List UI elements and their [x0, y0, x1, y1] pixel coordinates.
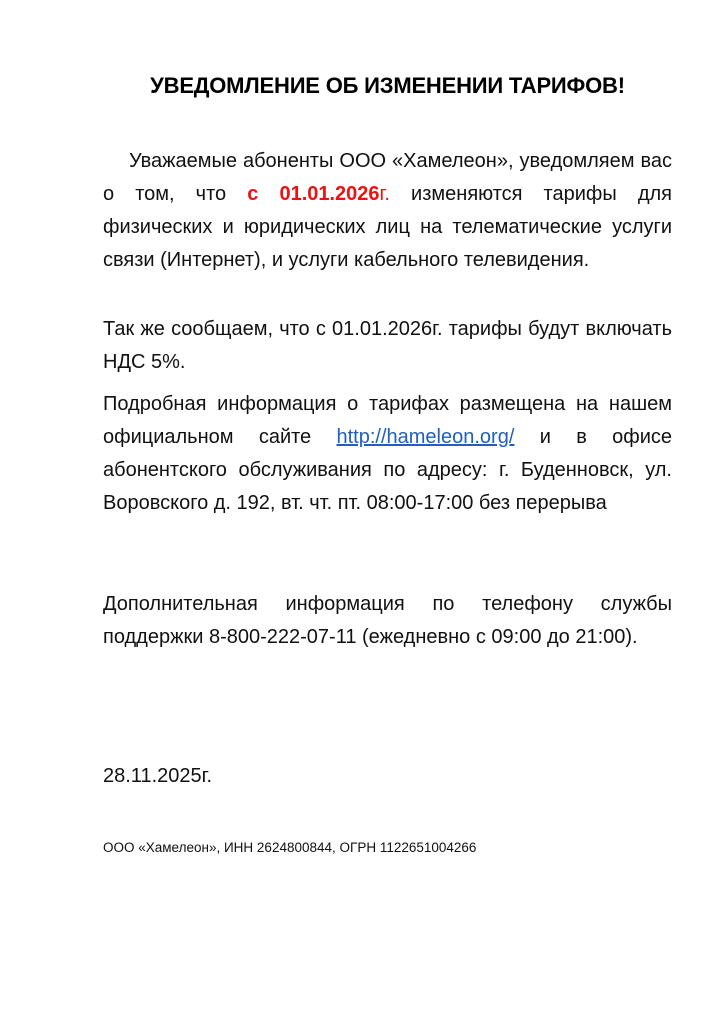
document-date: 28.11.2025г.: [103, 765, 213, 787]
paragraph-vat: Так же сообщаем, что с 01.01.2026г. тарифы будут включать НДС 5%.: [103, 318, 672, 373]
paragraph-tariff-change-rest: изменяются тарифы для физических и юридических лиц на телематические услуги связи (Интернет), и услуги кабельного телевидения.: [103, 183, 672, 271]
website-link[interactable]: http://hameleon.org/: [336, 426, 515, 448]
paragraph-details-address: и в офисе абонентского обслуживания по адресу: г. Буденновск, ул. Воровского д. 192, вт. чт. пт. 08:00-17:00 без перерыва: [103, 426, 672, 514]
paragraph-details: [103, 388, 672, 520]
page-title: УВЕДОМЛЕНИЕ ОБ ИЗМЕНЕНИИ ТАРИФОВ!: [150, 73, 625, 98]
paragraph-tariff-change-intro: Уважаемые абоненты ООО «Хамелеон», уведомляем вас о том, что: [103, 150, 672, 205]
paragraph-details-intro: Подробная информация о тарифах размещена на нашем официальном сайте: [103, 393, 672, 448]
effective-date-highlight: с 01.01.2026: [247, 183, 380, 205]
paragraph-support-phone: Дополнительная информация по телефону службы поддержки 8-800-222-07-11 (ежедневно с 09:00 до 21:00).: [103, 593, 672, 648]
paragraph-tariff-change: [103, 145, 672, 277]
company-requisites: ООО «Хамелеон», ИНН 2624800844, ОГРН 1122651004266: [103, 840, 477, 855]
effective-date-suffix: г.: [379, 183, 390, 205]
